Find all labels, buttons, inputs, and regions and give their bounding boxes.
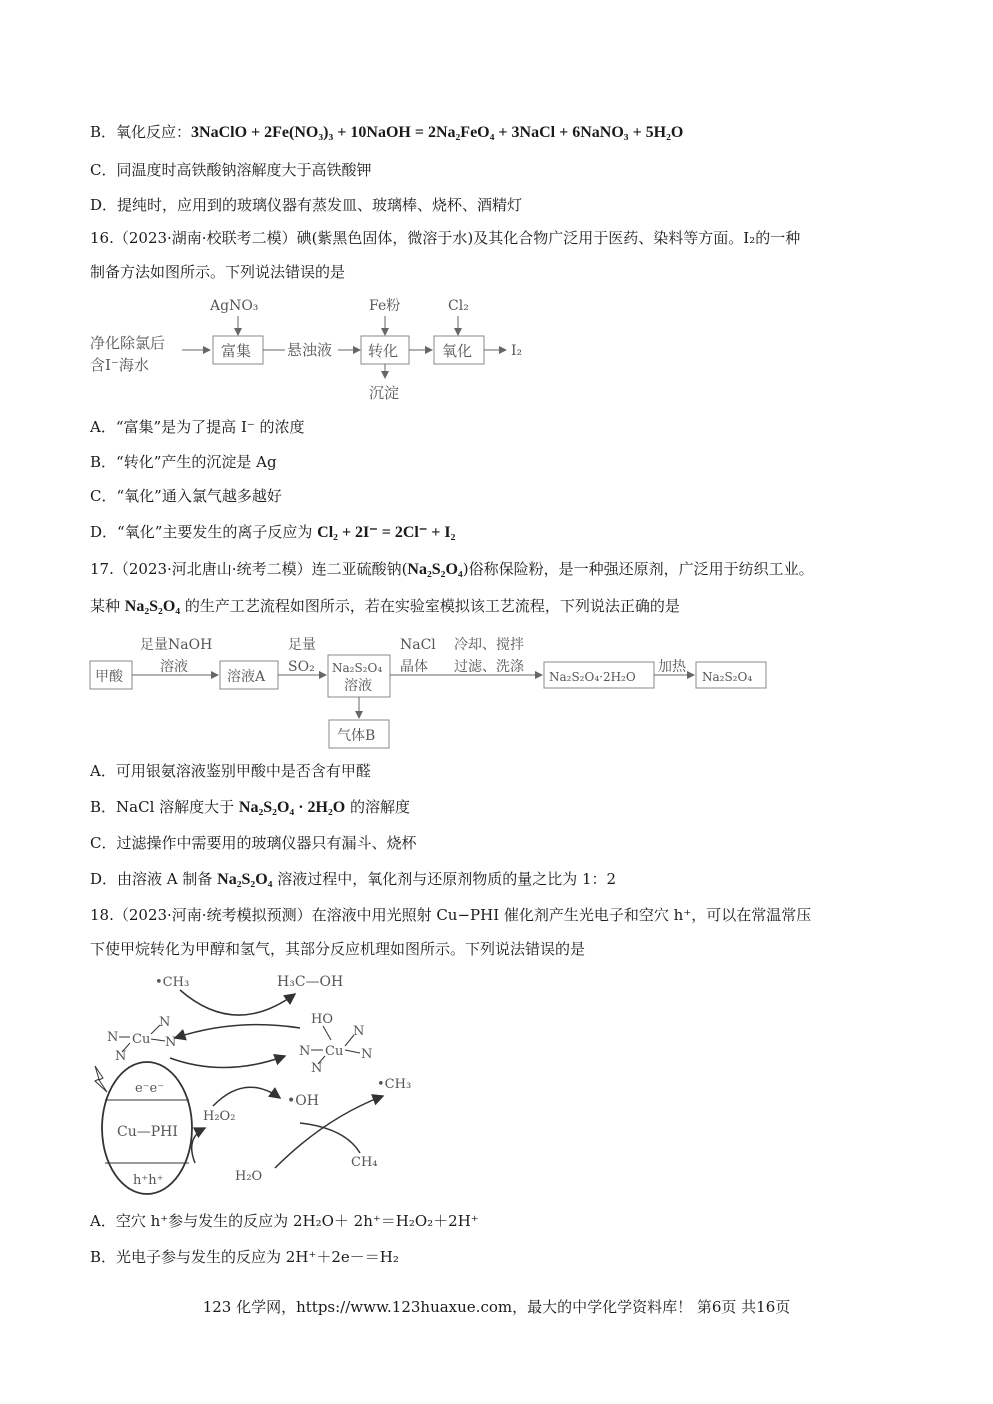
q18-electrons: e⁻e⁻ <box>135 1081 165 1096</box>
q17-label-heat: 加热 <box>658 659 686 675</box>
q16-box-enrich-label: 富集 <box>221 342 252 360</box>
svg-text:N: N <box>115 1049 127 1064</box>
q16-d-equation: Cl₂ + 2I⁻ = 2Cl⁻ + I₂ <box>317 524 456 541</box>
q18-hydroxyl-radical: •OH <box>287 1093 319 1109</box>
svg-text:溶液A: 溶液A <box>227 669 266 685</box>
svg-text:气体B: 气体B <box>337 728 376 744</box>
q17-option-b: B．NaCl 溶解度大于 Na₂S₂O₄ · 2H₂O 的溶解度 <box>90 798 410 816</box>
q16-reagent-agno3: AgNO₃ <box>210 298 259 314</box>
q16-option-a: A．“富集”是为了提高 I⁻ 的浓度 <box>90 418 305 436</box>
svg-text:Na₂S₂O₄·2H₂O: Na₂S₂O₄·2H₂O <box>549 670 636 684</box>
svg-text:N: N <box>353 1024 365 1039</box>
q17-stem-line2: 某种 Na₂S₂O₄ 的生产工艺流程如图所示，若在实验室模拟该工艺流程，下列说法正确的是 <box>90 597 680 615</box>
q16-box-oxidize-label: 氧化 <box>442 342 473 360</box>
q18-water: H₂O <box>235 1169 263 1184</box>
q16-stem-line1: 16.（2023·湖南·校联考二模）碘(紫黑色固体，微溶于水)及其化合物广泛用于医药、染料等方面。I₂的一种 <box>90 229 801 247</box>
q18-option-a: A．空穴 h⁺参与发生的反应为 2H₂O＋ 2h⁺＝H₂O₂＋2H⁺ <box>90 1212 479 1230</box>
svg-text:Na₂S₂O₄: Na₂S₂O₄ <box>332 661 383 675</box>
q16-option-c: C．“氧化”通入氯气越多越好 <box>90 487 282 505</box>
svg-text:Na₂S₂O₄: Na₂S₂O₄ <box>702 670 753 684</box>
q16-input-line1: 净化除氯后 <box>90 334 166 352</box>
q17-label-so2-1: 足量 <box>288 637 316 653</box>
q18-methane: CH₄ <box>351 1155 378 1170</box>
q16-suspension-label: 悬浊液 <box>287 341 333 359</box>
q15-option-c: C．同温度时高铁酸钠溶解度大于高铁酸钾 <box>90 161 372 179</box>
q18-ch3-radical-top: •CH₃ <box>155 975 190 990</box>
q17-option-d: D．由溶液 A 制备 Na₂S₂O₄ 溶液过程中，氧化剂与还原剂物质的量之比为 1：2 <box>90 870 617 888</box>
q15-b-equation: 3NaClO + 2Fe(NO₃)₃ + 10NaOH = 2Na₂FeO₄ + 3NaCl + 6NaNO₃ + 5H₂O <box>191 124 684 141</box>
q15-option-b: B．氧化反应：3NaClO + 2Fe(NO₃)₃ + 10NaOH = 2Na₂FeO₄ + 3NaCl + 6NaNO₃ + 5H₂O <box>90 123 684 141</box>
q18-hydroxyl: HO <box>311 1012 333 1027</box>
q18-ch3-radical-right: •CH₃ <box>377 1077 412 1092</box>
q18-option-b: B．光电子参与发生的反应为 2H⁺＋2e－＝H₂ <box>90 1248 399 1266</box>
q15-option-d: D．提纯时，应用到的玻璃仪器有蒸发皿、玻璃棒、烧杯、酒精灯 <box>90 196 523 214</box>
q18-stem-line2: 下使甲烷转化为甲醇和氢气，其部分反应机理如图所示。下列说法错误的是 <box>90 940 586 958</box>
svg-text:甲酸: 甲酸 <box>95 669 123 685</box>
q16-product-i2: I₂ <box>511 343 523 359</box>
q18-methanol: H₃C—OH <box>277 974 344 990</box>
q17-label-cool-1: 冷却、搅拌 <box>454 637 524 653</box>
q16-option-d: D．“氧化”主要发生的离子反应为 Cl₂ + 2I⁻ = 2Cl⁻ + I₂ <box>90 523 456 541</box>
q17-stem-line1: 17.（2023·河北唐山·统考二模）连二亚硫酸钠(Na₂S₂O₄)俗称保险粉，是一种强还原剂，广泛用于纺织工业。 <box>90 560 814 578</box>
svg-text:N: N <box>165 1035 177 1050</box>
q17-option-a: A．可用银氨溶液鉴别甲酸中是否含有甲醛 <box>90 762 371 780</box>
q17-label-nacl-1: NaCl <box>400 637 436 653</box>
svg-text:N: N <box>361 1047 373 1062</box>
q18-stem-line1: 18.（2023·河南·统考模拟预测）在溶液中用光照射 Cu−PHI 催化剂产生光电子和空穴 h⁺，可以在常温常压 <box>90 906 812 924</box>
svg-text:N: N <box>159 1015 171 1030</box>
q18-n-atom: N <box>107 1030 119 1045</box>
q16-reagent-cl2: Cl₂ <box>448 298 469 314</box>
q16-input-line2: 含I⁻海水 <box>90 356 149 374</box>
q16-precipitate-label: 沉淀 <box>369 384 400 402</box>
q17-label-naoh-2: 溶液 <box>160 659 188 675</box>
q18-h2o2: H₂O₂ <box>203 1109 236 1124</box>
q17-option-c: C．过滤操作中需要用的玻璃仪器只有漏斗、烧杯 <box>90 834 417 852</box>
page-footer: 123 化学网，https://www.123huaxue.com，最大的中学化学资料库！ 第6页 共16页 <box>202 1298 791 1316</box>
q17-flow-diagram <box>88 630 778 755</box>
q18-cu-left: Cu <box>132 1032 151 1047</box>
svg-text:溶液: 溶液 <box>344 678 372 694</box>
q18-mechanism-diagram <box>85 968 445 1200</box>
q18-cu-right: Cu <box>325 1044 344 1059</box>
q16-option-b: B．“转化”产生的沉淀是 Ag <box>90 453 277 471</box>
q17-label-naoh-1: 足量NaOH <box>140 637 213 653</box>
q17-label-cool-2: 过滤、洗涤 <box>454 659 524 675</box>
q17-label-so2-2: SO₂ <box>288 659 315 675</box>
q16-flow-diagram <box>80 290 560 405</box>
q18-catalyst-label: Cu—PHI <box>117 1124 178 1140</box>
q16-stem-line2: 制备方法如图所示。下列说法错误的是 <box>90 263 346 281</box>
svg-text:N: N <box>299 1044 311 1059</box>
q16-reagent-fe: Fe粉 <box>369 298 401 314</box>
q18-holes: h⁺h⁺ <box>133 1173 164 1188</box>
q16-box-convert-label: 转化 <box>368 342 399 360</box>
q17-label-nacl-2: 晶体 <box>400 659 428 675</box>
svg-text:N: N <box>311 1061 323 1076</box>
